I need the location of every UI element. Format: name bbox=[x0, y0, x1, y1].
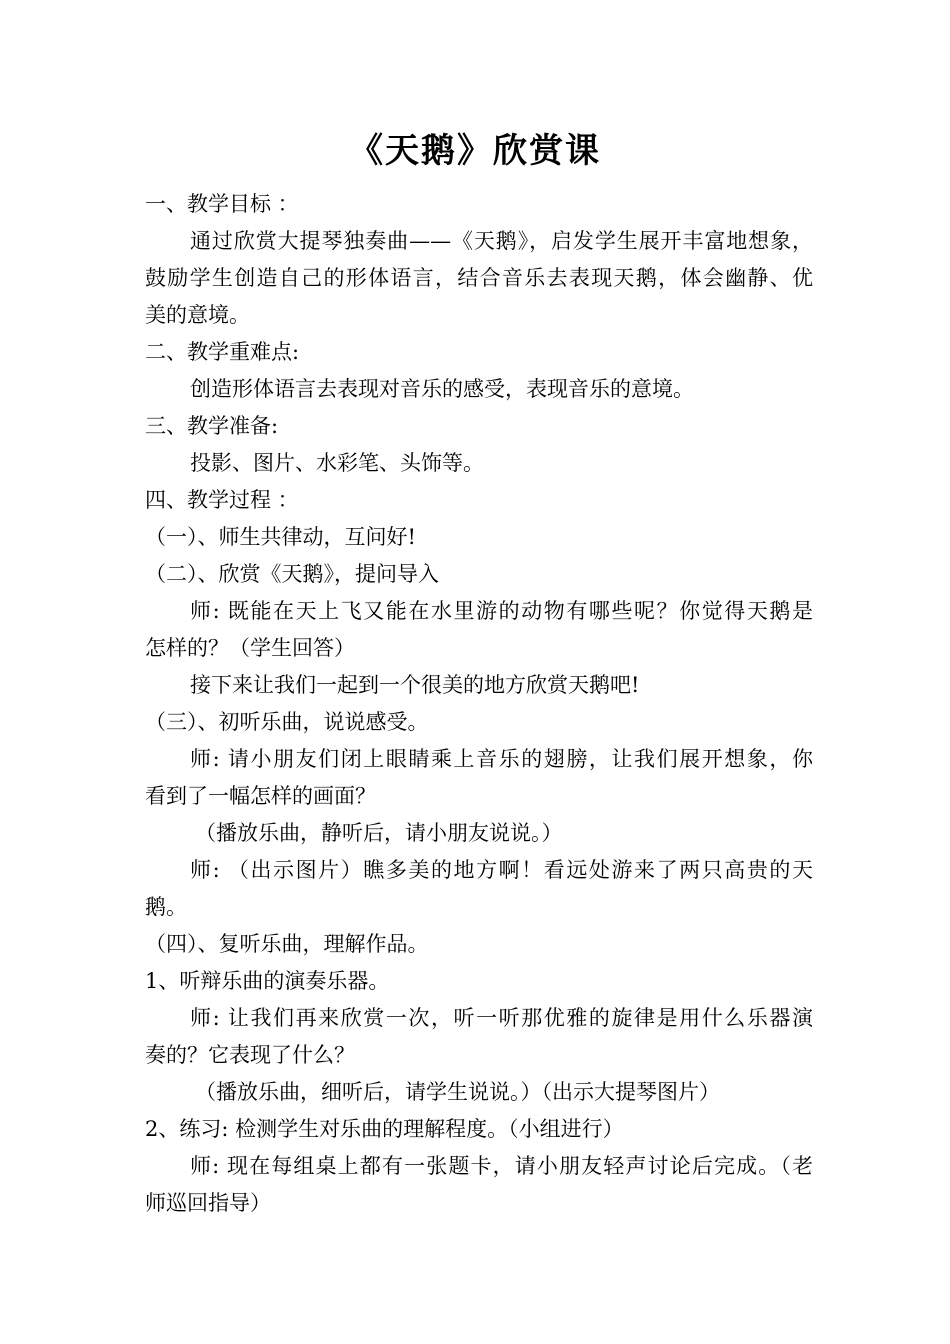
paragraph-line: （播放乐曲，细听后，请学生说说。）（出示大提琴图片） bbox=[195, 1080, 720, 1104]
numbered-item: 2、练习: 检测学生对乐曲的理解程度。（小组进行） bbox=[145, 1117, 624, 1141]
paragraph-line: 师: 请小朋友们闭上眼睛乘上音乐的翅膀，让我们展开想象，你 bbox=[190, 747, 813, 771]
paragraph-line: 投影、图片、水彩笔、头饰等。 bbox=[190, 451, 484, 475]
section-heading-key-points: 二、教学重难点: bbox=[145, 340, 300, 364]
numbered-item: 1、听辩乐曲的演奏乐器。 bbox=[145, 969, 390, 993]
paragraph-line: 看到了一幅怎样的画面？ bbox=[145, 784, 376, 808]
paragraph-line: 师巡回指导） bbox=[145, 1191, 271, 1215]
paragraph-line: 师: 既能在天上飞又能在水里游的动物有哪些呢？你觉得天鹅是 bbox=[190, 599, 813, 623]
section-heading-preparation: 三、教学准备: bbox=[145, 414, 279, 438]
paragraph-line: 鹅。 bbox=[145, 895, 187, 919]
paragraph-line: 通过欣赏大提琴独奏曲——《天鹅》，启发学生展开丰富地想象， bbox=[190, 229, 813, 253]
subsection-heading: （二）、欣赏《天鹅》，提问导入 bbox=[145, 562, 439, 586]
paragraph-line: 创造形体语言去表现对音乐的感受，表现音乐的意境。 bbox=[190, 377, 694, 401]
document-title: 《天鹅》欣赏课 bbox=[349, 131, 601, 171]
paragraph-line: 美的意境。 bbox=[145, 303, 250, 327]
subsection-heading: （四）、复听乐曲，理解作品。 bbox=[145, 932, 429, 956]
section-heading-process: 四、教学过程 ： bbox=[145, 488, 299, 512]
paragraph-line: 奏的？它表现了什么？ bbox=[145, 1043, 355, 1067]
paragraph-line: 怎样的？（学生回答） bbox=[145, 636, 355, 660]
section-heading-objectives: 一、教学目标 ： bbox=[145, 192, 299, 216]
paragraph-line: （播放乐曲，静听后，请小朋友说说。） bbox=[195, 821, 563, 845]
subsection-heading: （一）、师生共律动，互问好! bbox=[145, 525, 416, 549]
subsection-heading: （三）、初听乐曲，说说感受。 bbox=[145, 710, 429, 734]
paragraph-line: 接下来让我们一起到一个很美的地方欣赏天鹅吧! bbox=[190, 673, 640, 697]
paragraph-line: 师: 现在每组桌上都有一张题卡，请小朋友轻声讨论后完成。（老 bbox=[190, 1154, 813, 1178]
paragraph-line: 师: （出示图片）瞧多美的地方啊！看远处游来了两只高贵的天 bbox=[190, 858, 813, 882]
paragraph-line: 鼓励学生创造自己的形体语言，结合音乐去表现天鹅，体会幽静、优 bbox=[145, 266, 813, 290]
paragraph-line: 师: 让我们再来欣赏一次，听一听那优雅的旋律是用什么乐器演 bbox=[190, 1006, 813, 1030]
